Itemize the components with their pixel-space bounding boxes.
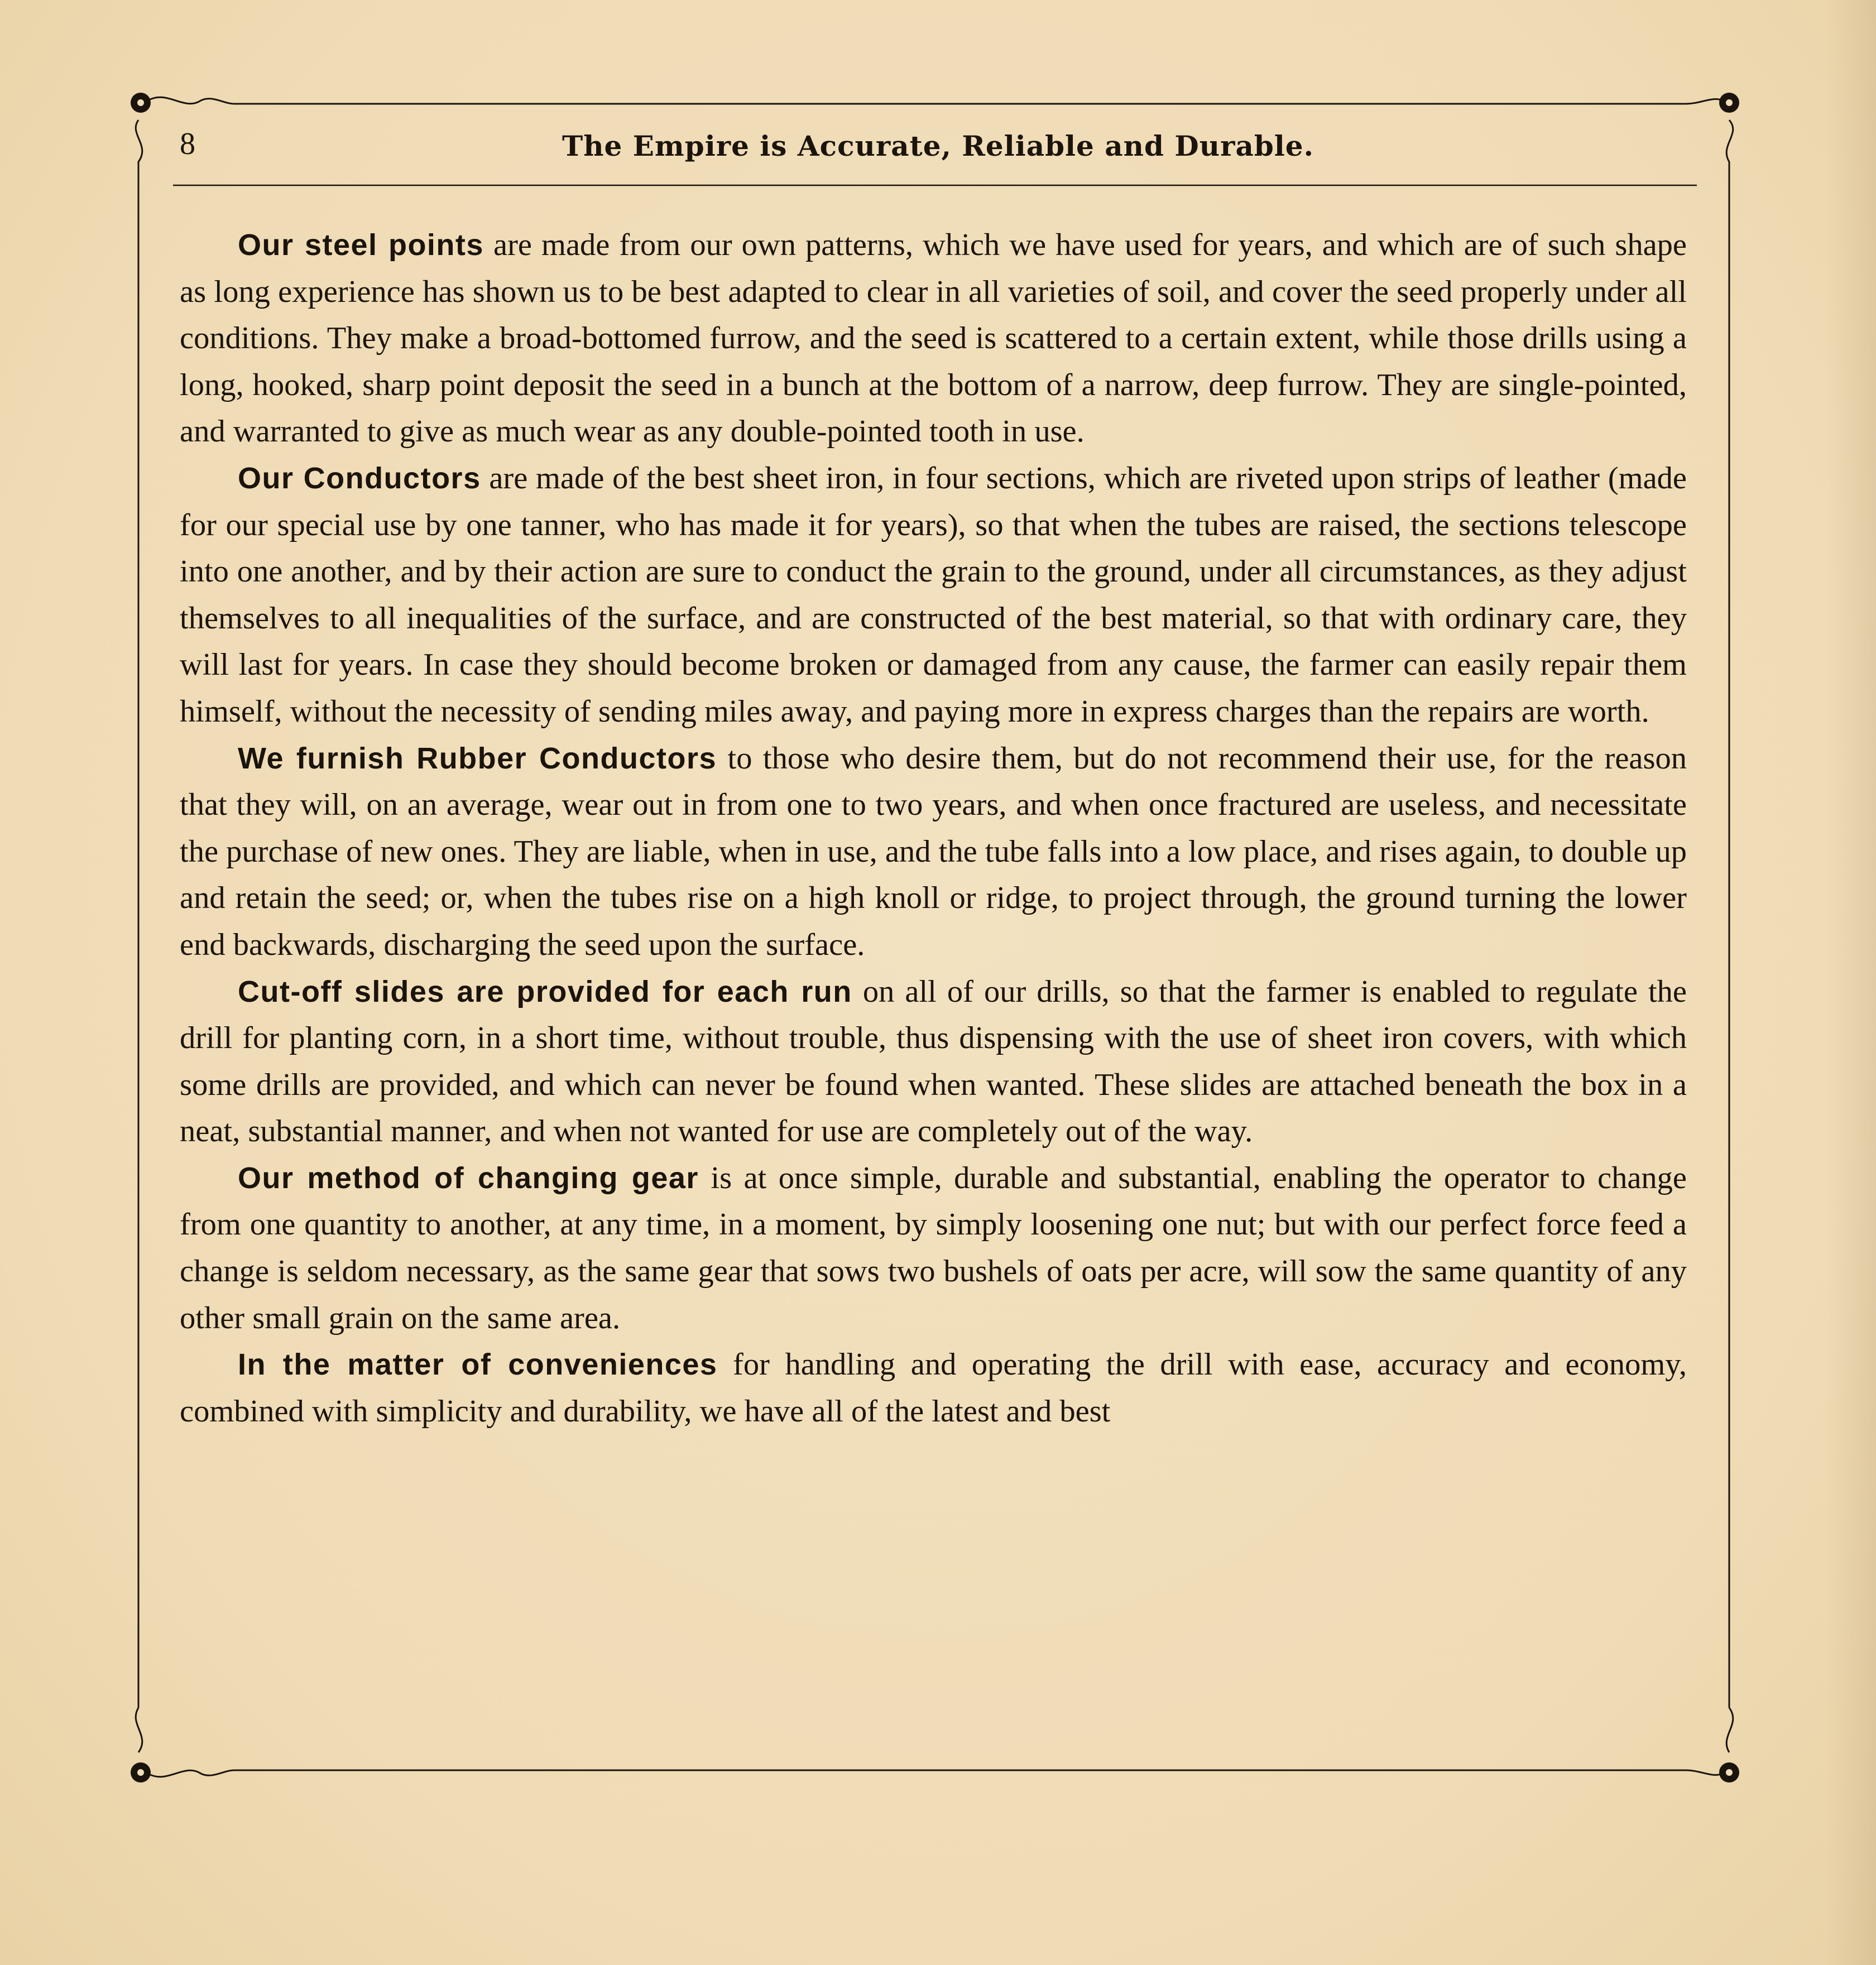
paragraph-cut-off-slides [180, 969, 1687, 1155]
paragraph-rubber-conductors [180, 736, 1687, 969]
running-head-title: The Empire is Accurate, Reliable and Durable. [562, 129, 1314, 162]
paragraph-text: to those who desire them, but do not recommend their use, for the reason that they will, on an average, wear out in from one to two years, and when once fractured are useless, and necessitate the purchase of new ones. They are liable, when in use, and the tube falls into a low place, and rises again, to double up and retain the seed; or, when the tubes rise on a high knoll or ridge, to project through, the ground turning the lower end backwards, discharging the seed upon the surface. [180, 741, 1687, 962]
paragraph-text: are made from our own patterns, which we have used for years, and which are of such shape as long experience has shown us to be best adapted to clear in all varieties of soil, and cover the seed properly under all conditions. They make a broad-bottomed furrow, and the seed is scattered to a certain extent, while those drills using a long, hooked, sharp point deposit the seed in a bunch at the bottom of a narrow, deep furrow. They are single-pointed, and warranted to give as much wear as any double-pointed tooth in use. [180, 228, 1687, 449]
paragraph-lead: Our steel points [238, 228, 484, 262]
paragraph-conductors [180, 455, 1687, 736]
paragraph-changing-gear [180, 1155, 1687, 1342]
paragraph-lead: In the matter of conveniences [238, 1348, 718, 1382]
paragraph-text: is at once simple, durable and substantial, enabling the operator to change from one quantity to another, at any time, in a moment, by simply loosening one nut; but with our perfect force feed a change is seldom necessary, as the same gear that sows two bushels of oats per acre, will sow the same quantity of any other small grain on the same area. [180, 1160, 1687, 1335]
body-text [180, 222, 1687, 1435]
paragraph-text: for handling and operating the drill with ease, accuracy and economy, combined with simplicity and durability, we have all of the latest and best [180, 1347, 1687, 1429]
paragraph-lead: Our method of changing gear [238, 1161, 699, 1195]
paragraph-text: on all of our drills, so that the farmer is enabled to regulate the drill for planting corn, in a short time, without trouble, thus dispensing with the use of sheet iron covers, with which some drills are provided, and which can never be found when wanted. These slides are attached beneath the box in a neat, substantial manner, and when not wanted for use are completely out of the way. [180, 974, 1687, 1149]
page-number: 8 [180, 127, 195, 161]
paragraph-lead: Our Conductors [238, 461, 481, 495]
paragraph-text: are made of the best sheet iron, in four sections, which are riveted upon strips of leather (made for our special use by one tanner, who has made it for years), so that when the tubes are raised, the sections telescope into one another, and by their action are sure to conduct the grain to the ground, under all circumstances, as they adjust themselves to all inequalities of the surface, and are constructed of the best material, so that with ordinary care, they will last for years. In case they should become broken or damaged from any cause, the farmer can easily repair them himself, without the necessity of sending miles away, and paying more in express charges than the repairs are worth. [180, 460, 1687, 729]
paragraph-lead: We furnish Rubber Conductors [238, 741, 717, 775]
paragraph-conveniences [180, 1342, 1687, 1435]
paragraph-lead: Cut-off slides are provided for each run [238, 974, 852, 1008]
paragraph-steel-points [180, 222, 1687, 455]
